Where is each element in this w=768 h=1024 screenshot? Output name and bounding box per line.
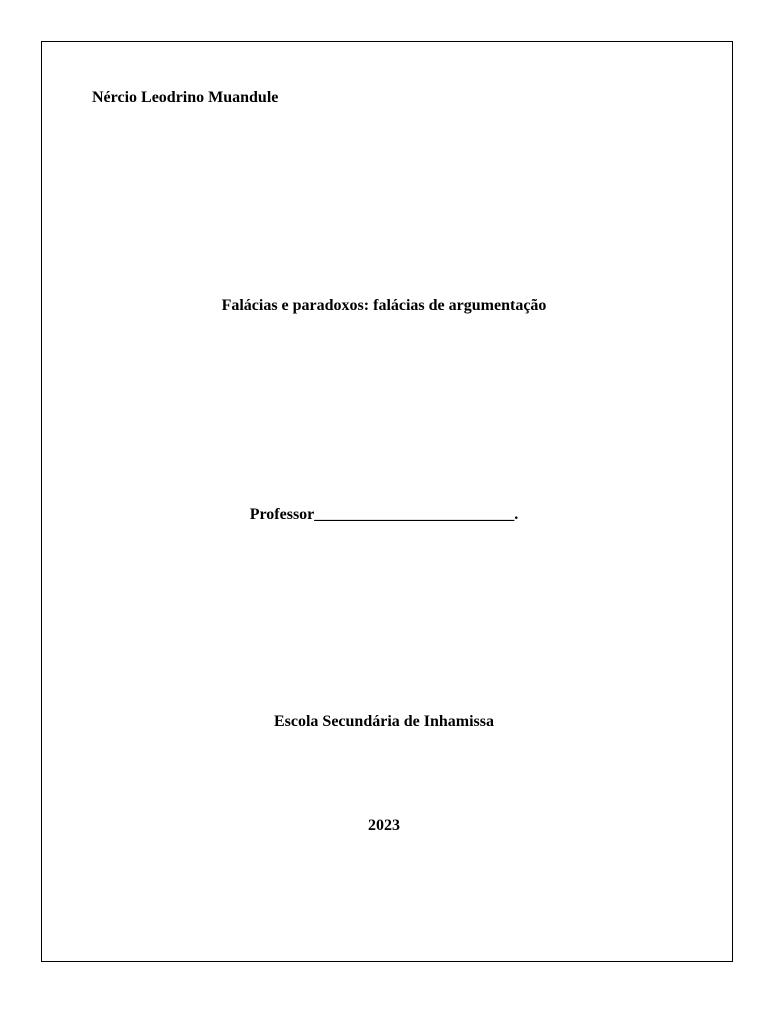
- school-name: Escola Secundária de Inhamissa: [273, 713, 495, 730]
- professor-line: Professor_________________________.: [249, 506, 519, 523]
- author-name: Nércio Leodrino Muandule: [92, 89, 279, 106]
- document-title: Falácias e paradoxos: falácias de argumentação: [221, 297, 547, 314]
- document-year: 2023: [368, 817, 400, 834]
